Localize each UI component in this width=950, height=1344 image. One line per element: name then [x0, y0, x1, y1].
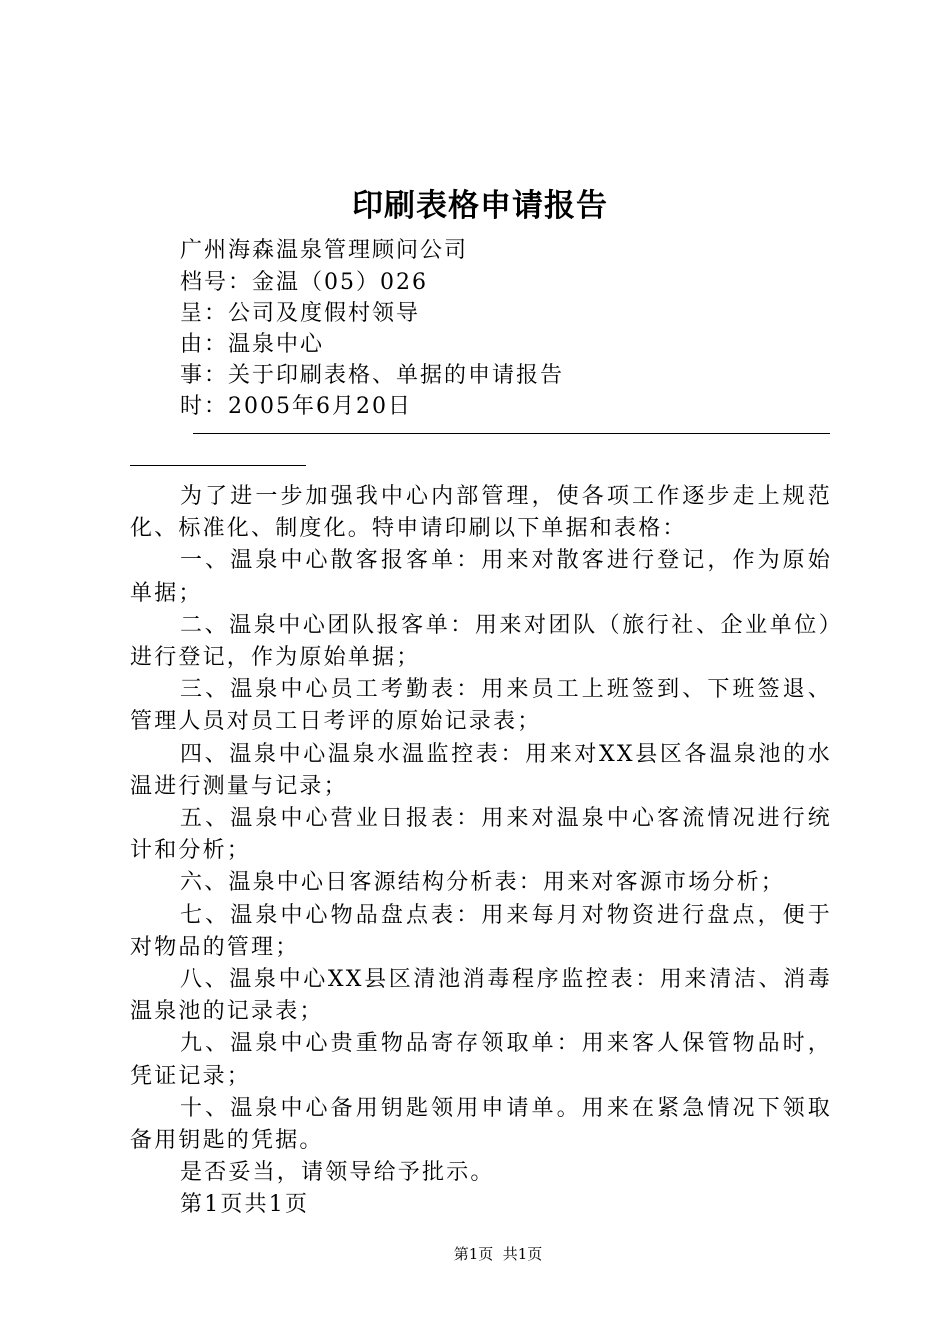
inline-page-number: 第1页共1页 [180, 1192, 310, 1218]
list-item: 一、温泉中心散客报客单：用来对散客进行登记，作为原始单据； [130, 548, 832, 606]
header-file-no: 档号：金温（05）026 [180, 270, 428, 295]
header-company: 广州海森温泉管理顾问公司 [180, 238, 469, 263]
header-subject: 事：关于印刷表格、单据的申请报告 [180, 363, 565, 388]
list-item: 七、温泉中心物品盘点表：用来每月对物资进行盘点，便于对物品的管理； [130, 902, 832, 960]
list-item: 五、温泉中心营业日报表：用来对温泉中心客流情况进行统计和分析； [130, 806, 832, 864]
list-item: 十、温泉中心备用钥匙领用申请单。用来在紧急情况下领取备用钥匙的凭据。 [130, 1095, 832, 1154]
list-item: 八、温泉中心XX县区清池消毒程序监控表：用来清洁、消毒温泉池的记录表； [130, 967, 832, 1025]
list-item: 四、温泉中心温泉水温监控表：用来对XX县区各温泉池的水温进行测量与记录； [130, 741, 832, 799]
separator-line [193, 433, 830, 434]
intro-paragraph: 为了进一步加强我中心内部管理，使各项工作逐步走上规范化、标准化、制度化。特申请印刷以下单据和表格： [130, 484, 832, 542]
document-title: 印刷表格申请报告 [352, 188, 608, 224]
header-recipient: 呈：公司及度假村领导 [180, 301, 421, 326]
header-date: 时：2005年6月20日 [180, 394, 412, 419]
list-item: 六、温泉中心日客源结构分析表：用来对客源市场分析； [180, 870, 786, 896]
closing-paragraph: 是否妥当，请领导给予批示。 [180, 1160, 495, 1186]
separator-line-continued [130, 465, 306, 466]
list-item: 二、温泉中心团队报客单：用来对团队（旅行社、企业单位）进行登记，作为原始单据； [130, 612, 832, 671]
document-body [130, 481, 832, 1222]
list-item: 九、温泉中心贵重物品寄存领取单：用来客人保管物品时，凭证记录； [130, 1031, 832, 1089]
header-sender: 由：温泉中心 [180, 332, 325, 357]
list-item: 三、温泉中心员工考勤表：用来员工上班签到、下班签退、管理人员对员工日考评的原始记录表； [130, 677, 832, 735]
page-footer: 第1页 共1页 [453, 1245, 543, 1263]
